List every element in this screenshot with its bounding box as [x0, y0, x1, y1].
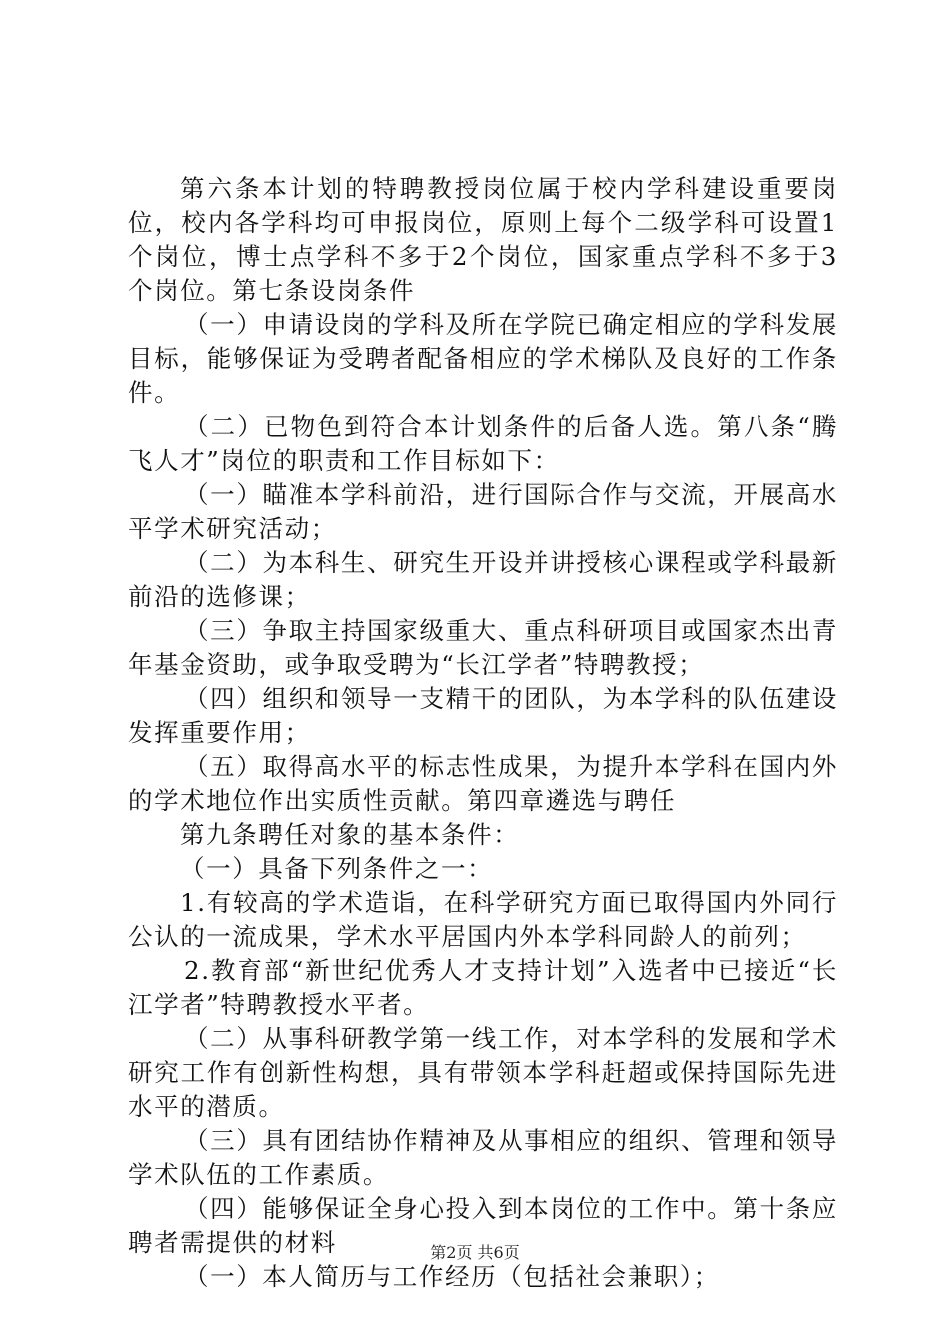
- paragraph: （二）为本科生、研究生开设并讲授核心课程或学科最新前沿的选修课；: [128, 548, 838, 611]
- paragraph: （三）争取主持国家级重大、重点科研项目或国家杰出青年基金资助，或争取受聘为“长江学者”特聘教授；: [128, 616, 838, 679]
- paragraph: （二）从事科研教学第一线工作，对本学科的发展和学术研究工作有创新性构想，具有带领本学科赶超或保持国际先进水平的潜质。: [128, 1024, 838, 1121]
- paragraph: 第九条聘任对象的基本条件：: [180, 820, 520, 849]
- paragraph: （三）具有团结协作精神及从事相应的组织、管理和领导学术队伍的工作素质。: [128, 1126, 838, 1189]
- paragraph: （五）取得高水平的标志性成果，为提升本学科在国内外的学术地位作出实质性贡献。第四章遴选与聘任: [128, 752, 838, 815]
- paragraph: （一）瞄准本学科前沿，进行国际合作与交流，开展高水平学术研究活动；: [128, 480, 838, 543]
- paragraph: （一）申请设岗的学科及所在学院已确定相应的学科发展目标，能够保证为受聘者配备相应的学术梯队及良好的工作条件。: [128, 310, 838, 407]
- paragraph: 2.教育部“新世纪优秀人才支持计划”入选者中已接近“长江学者”特聘教授水平者。: [128, 956, 838, 1019]
- document-body: [128, 172, 838, 1294]
- paragraph: （一）本人简历与工作经历（包括社会兼职）；: [184, 1262, 720, 1291]
- paragraph: 1.有较高的学术造诣，在科学研究方面已取得国内外同行公认的一流成果，学术水平居国内外本学科同龄人的前列；: [128, 888, 838, 951]
- paragraph: （一）具备下列条件之一：: [180, 854, 494, 883]
- page-number-footer: 第2页 共6页: [430, 1243, 520, 1262]
- paragraph: 第六条本计划的特聘教授岗位属于校内学科建设重要岗位，校内各学科均可申报岗位，原则上每个二级学科可设置1个岗位，博士点学科不多于2个岗位，国家重点学科不多于3个岗位。第七条设岗条件: [128, 174, 838, 305]
- paragraph: （四）组织和领导一支精干的团队，为本学科的队伍建设发挥重要作用；: [128, 684, 838, 747]
- paragraph: （四）能够保证全身心投入到本岗位的工作中。第十条应聘者需提供的材料: [128, 1194, 838, 1257]
- paragraph: （二）已物色到符合本计划条件的后备人选。第八条“腾飞人才”岗位的职责和工作目标如下：: [128, 412, 838, 475]
